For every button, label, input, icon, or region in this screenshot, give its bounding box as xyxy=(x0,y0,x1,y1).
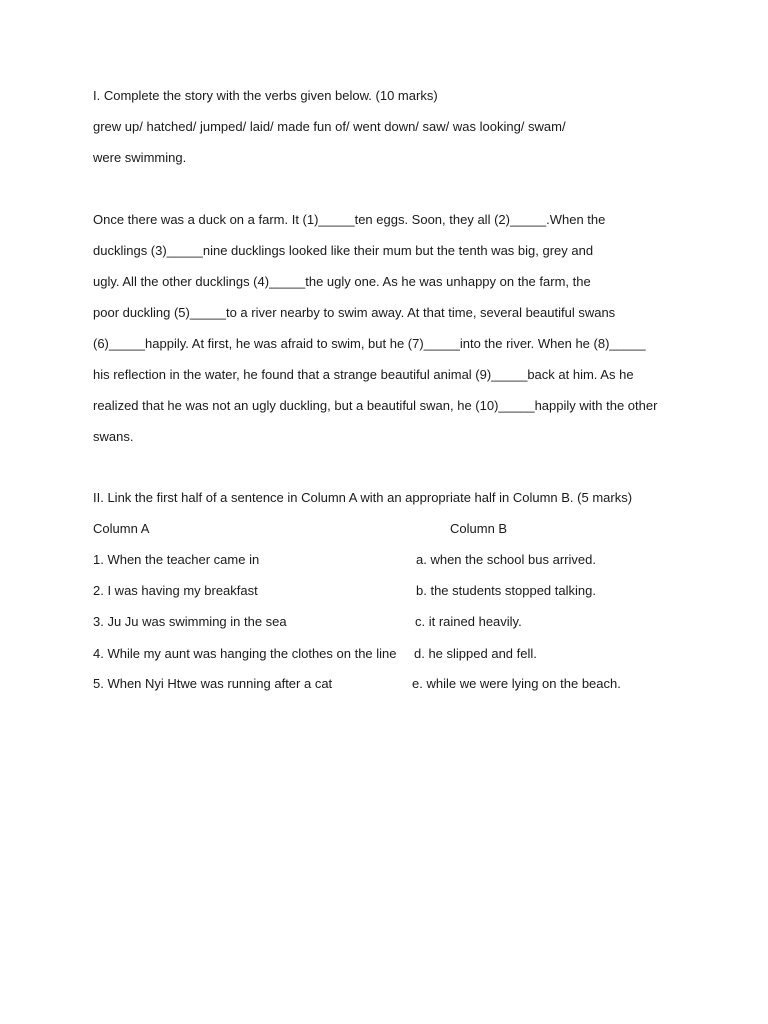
story-line: Once there was a duck on a farm. It (1)_____ten eggs. Soon, they all (2)_____.When the xyxy=(93,212,606,227)
column-b-item: c. it rained heavily. xyxy=(415,614,522,629)
column-b-item: b. the students stopped talking. xyxy=(416,583,596,598)
column-b-item: e. while we were lying on the beach. xyxy=(412,676,621,691)
column-a-item: 5. When Nyi Htwe was running after a cat xyxy=(93,676,333,691)
word-bank-line-2: were swimming. xyxy=(93,150,187,165)
story-line: (6)_____happily. At first, he was afraid to swim, but he (7)_____into the river. When he (8)_____ xyxy=(93,336,646,351)
column-a-item: 1. When the teacher came in xyxy=(93,552,260,567)
column-a-header: Column A xyxy=(93,521,150,536)
column-b-header: Column B xyxy=(450,521,508,536)
column-b-item: a. when the school bus arrived. xyxy=(416,552,596,567)
section1-heading: I. Complete the story with the verbs given below. (10 marks) xyxy=(93,88,438,103)
story-line: his reflection in the water, he found that a strange beautiful animal (9)_____back at him. As he xyxy=(93,367,634,382)
story-line: ugly. All the other ducklings (4)_____the ugly one. As he was unhappy on the farm, the xyxy=(93,274,591,289)
column-a-item: 3. Ju Ju was swimming in the sea xyxy=(93,614,287,629)
section2-heading: II. Link the first half of a sentence in Column A with an appropriate half in Column B. (5 marks) xyxy=(93,490,633,505)
column-a-item: 4. While my aunt was hanging the clothes on the line xyxy=(93,646,397,661)
word-bank-line-1: grew up/ hatched/ jumped/ laid/ made fun of/ went down/ saw/ was looking/ swam/ xyxy=(93,119,566,134)
story-line: realized that he was not an ugly duckling, but a beautiful swan, he (10)_____happily with the other xyxy=(93,398,658,413)
column-b-item: d. he slipped and fell. xyxy=(414,646,537,661)
story-line: poor duckling (5)_____to a river nearby to swim away. At that time, several beautiful swans xyxy=(93,305,616,320)
story-line: swans. xyxy=(93,429,134,444)
story-line: ducklings (3)_____nine ducklings looked like their mum but the tenth was big, grey and xyxy=(93,243,594,258)
column-a-item: 2. I was having my breakfast xyxy=(93,583,258,598)
